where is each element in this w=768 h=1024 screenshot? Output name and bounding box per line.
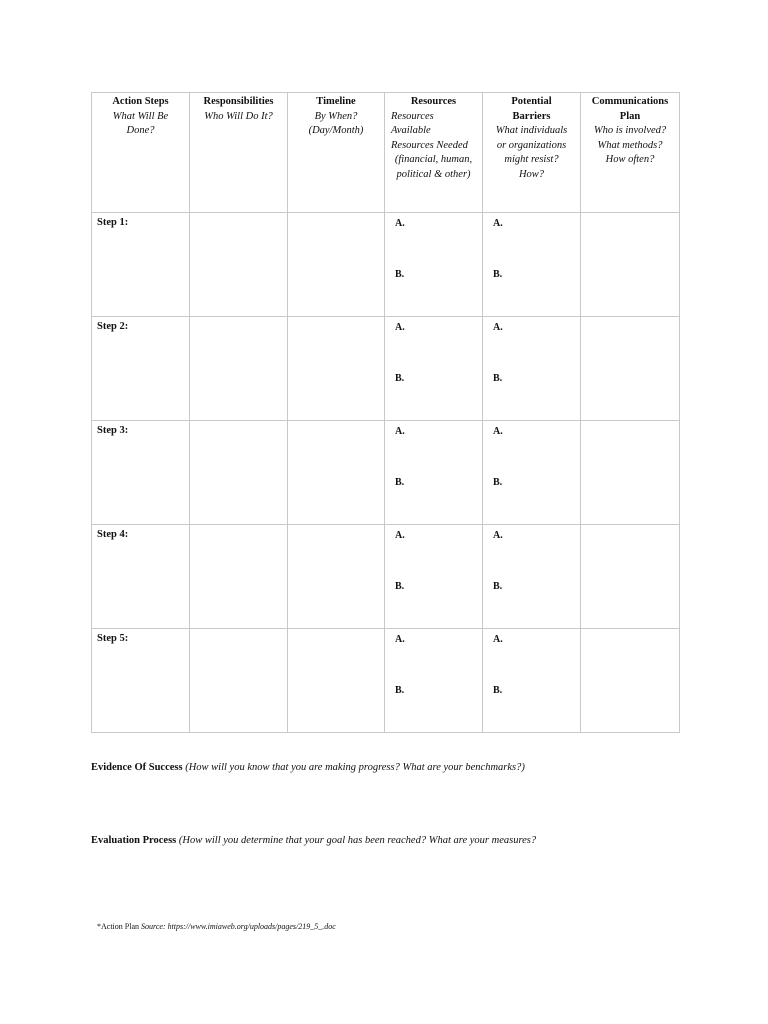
barriers-cell[interactable] (483, 213, 581, 317)
communications-cell[interactable] (581, 317, 680, 421)
timeline-cell[interactable] (288, 317, 385, 421)
header-potential-barriers: Potential Barriers What individuals or organizations might resist? How? (483, 93, 581, 213)
communications-cell[interactable] (581, 525, 680, 629)
evidence-label: Evidence Of Success (91, 762, 183, 773)
table-row (92, 629, 680, 733)
item-b-label: B. (395, 269, 405, 280)
communications-cell[interactable] (581, 629, 680, 733)
evaluation-label: Evaluation Process (91, 835, 177, 846)
header-action-steps: Action Steps What Will Be Done? (92, 93, 190, 213)
header-resources: Resources Resources Available Resources Needed (financial, human, political & other) (385, 93, 483, 213)
header-timeline: Timeline By When? (Day/Month) (288, 93, 385, 213)
item-b-label: B. (395, 477, 405, 488)
timeline-cell[interactable] (288, 213, 385, 317)
resources-cell[interactable] (385, 213, 483, 317)
item-b-label: B. (493, 373, 503, 384)
item-a-label: A. (493, 530, 503, 541)
table-row (92, 525, 680, 629)
step-cell[interactable] (92, 525, 190, 629)
evidence-text: (How will you know that you are making progress? What are your benchmarks?) (185, 762, 525, 773)
resources-cell[interactable] (385, 525, 483, 629)
item-b-label: B. (395, 373, 405, 384)
evaluation-process (91, 835, 536, 846)
source-prefix: *Action Plan (97, 922, 139, 931)
step-label: Step 1: (97, 217, 129, 228)
header-row (92, 93, 680, 213)
item-b-label: B. (493, 685, 503, 696)
item-a-label: A. (493, 322, 503, 333)
item-a-label: A. (395, 530, 405, 541)
responsibilities-cell[interactable] (190, 213, 288, 317)
step-cell[interactable] (92, 317, 190, 421)
responsibilities-cell[interactable] (190, 317, 288, 421)
timeline-cell[interactable] (288, 629, 385, 733)
action-plan-table (91, 92, 680, 733)
item-a-label: A. (395, 218, 405, 229)
step-label: Step 2: (97, 321, 129, 332)
item-b-label: B. (493, 477, 503, 488)
item-b-label: B. (395, 685, 405, 696)
table-row (92, 421, 680, 525)
item-a-label: A. (395, 426, 405, 437)
barriers-cell[interactable] (483, 525, 581, 629)
table-row (92, 213, 680, 317)
evidence-of-success (91, 762, 525, 773)
source-text: Source: https://www.imiaweb.org/uploads/pages/219_5_.doc (141, 922, 336, 931)
resources-cell[interactable] (385, 629, 483, 733)
resources-cell[interactable] (385, 317, 483, 421)
communications-cell[interactable] (581, 213, 680, 317)
item-a-label: A. (493, 218, 503, 229)
step-cell[interactable] (92, 213, 190, 317)
timeline-cell[interactable] (288, 421, 385, 525)
step-label: Step 3: (97, 425, 129, 436)
step-label: Step 4: (97, 529, 129, 540)
step-label: Step 5: (97, 633, 129, 644)
responsibilities-cell[interactable] (190, 629, 288, 733)
barriers-cell[interactable] (483, 317, 581, 421)
responsibilities-cell[interactable] (190, 525, 288, 629)
barriers-cell[interactable] (483, 421, 581, 525)
item-a-label: A. (493, 426, 503, 437)
resources-cell[interactable] (385, 421, 483, 525)
item-a-label: A. (395, 322, 405, 333)
responsibilities-cell[interactable] (190, 421, 288, 525)
item-a-label: A. (395, 634, 405, 645)
evaluation-text: (How will you determine that your goal has been reached? What are your measures? (178, 835, 537, 846)
item-a-label: A. (493, 634, 503, 645)
timeline-cell[interactable] (288, 525, 385, 629)
barriers-cell[interactable] (483, 629, 581, 733)
item-b-label: B. (395, 581, 405, 592)
header-communications-plan: Communications Plan Who is involved? What methods? How often? (581, 93, 680, 213)
communications-cell[interactable] (581, 421, 680, 525)
step-cell[interactable] (92, 629, 190, 733)
table-row (92, 317, 680, 421)
item-b-label: B. (493, 269, 503, 280)
source-note (97, 922, 336, 931)
step-cell[interactable] (92, 421, 190, 525)
item-b-label: B. (493, 581, 503, 592)
header-responsibilities: Responsibilities Who Will Do It? (190, 93, 288, 213)
